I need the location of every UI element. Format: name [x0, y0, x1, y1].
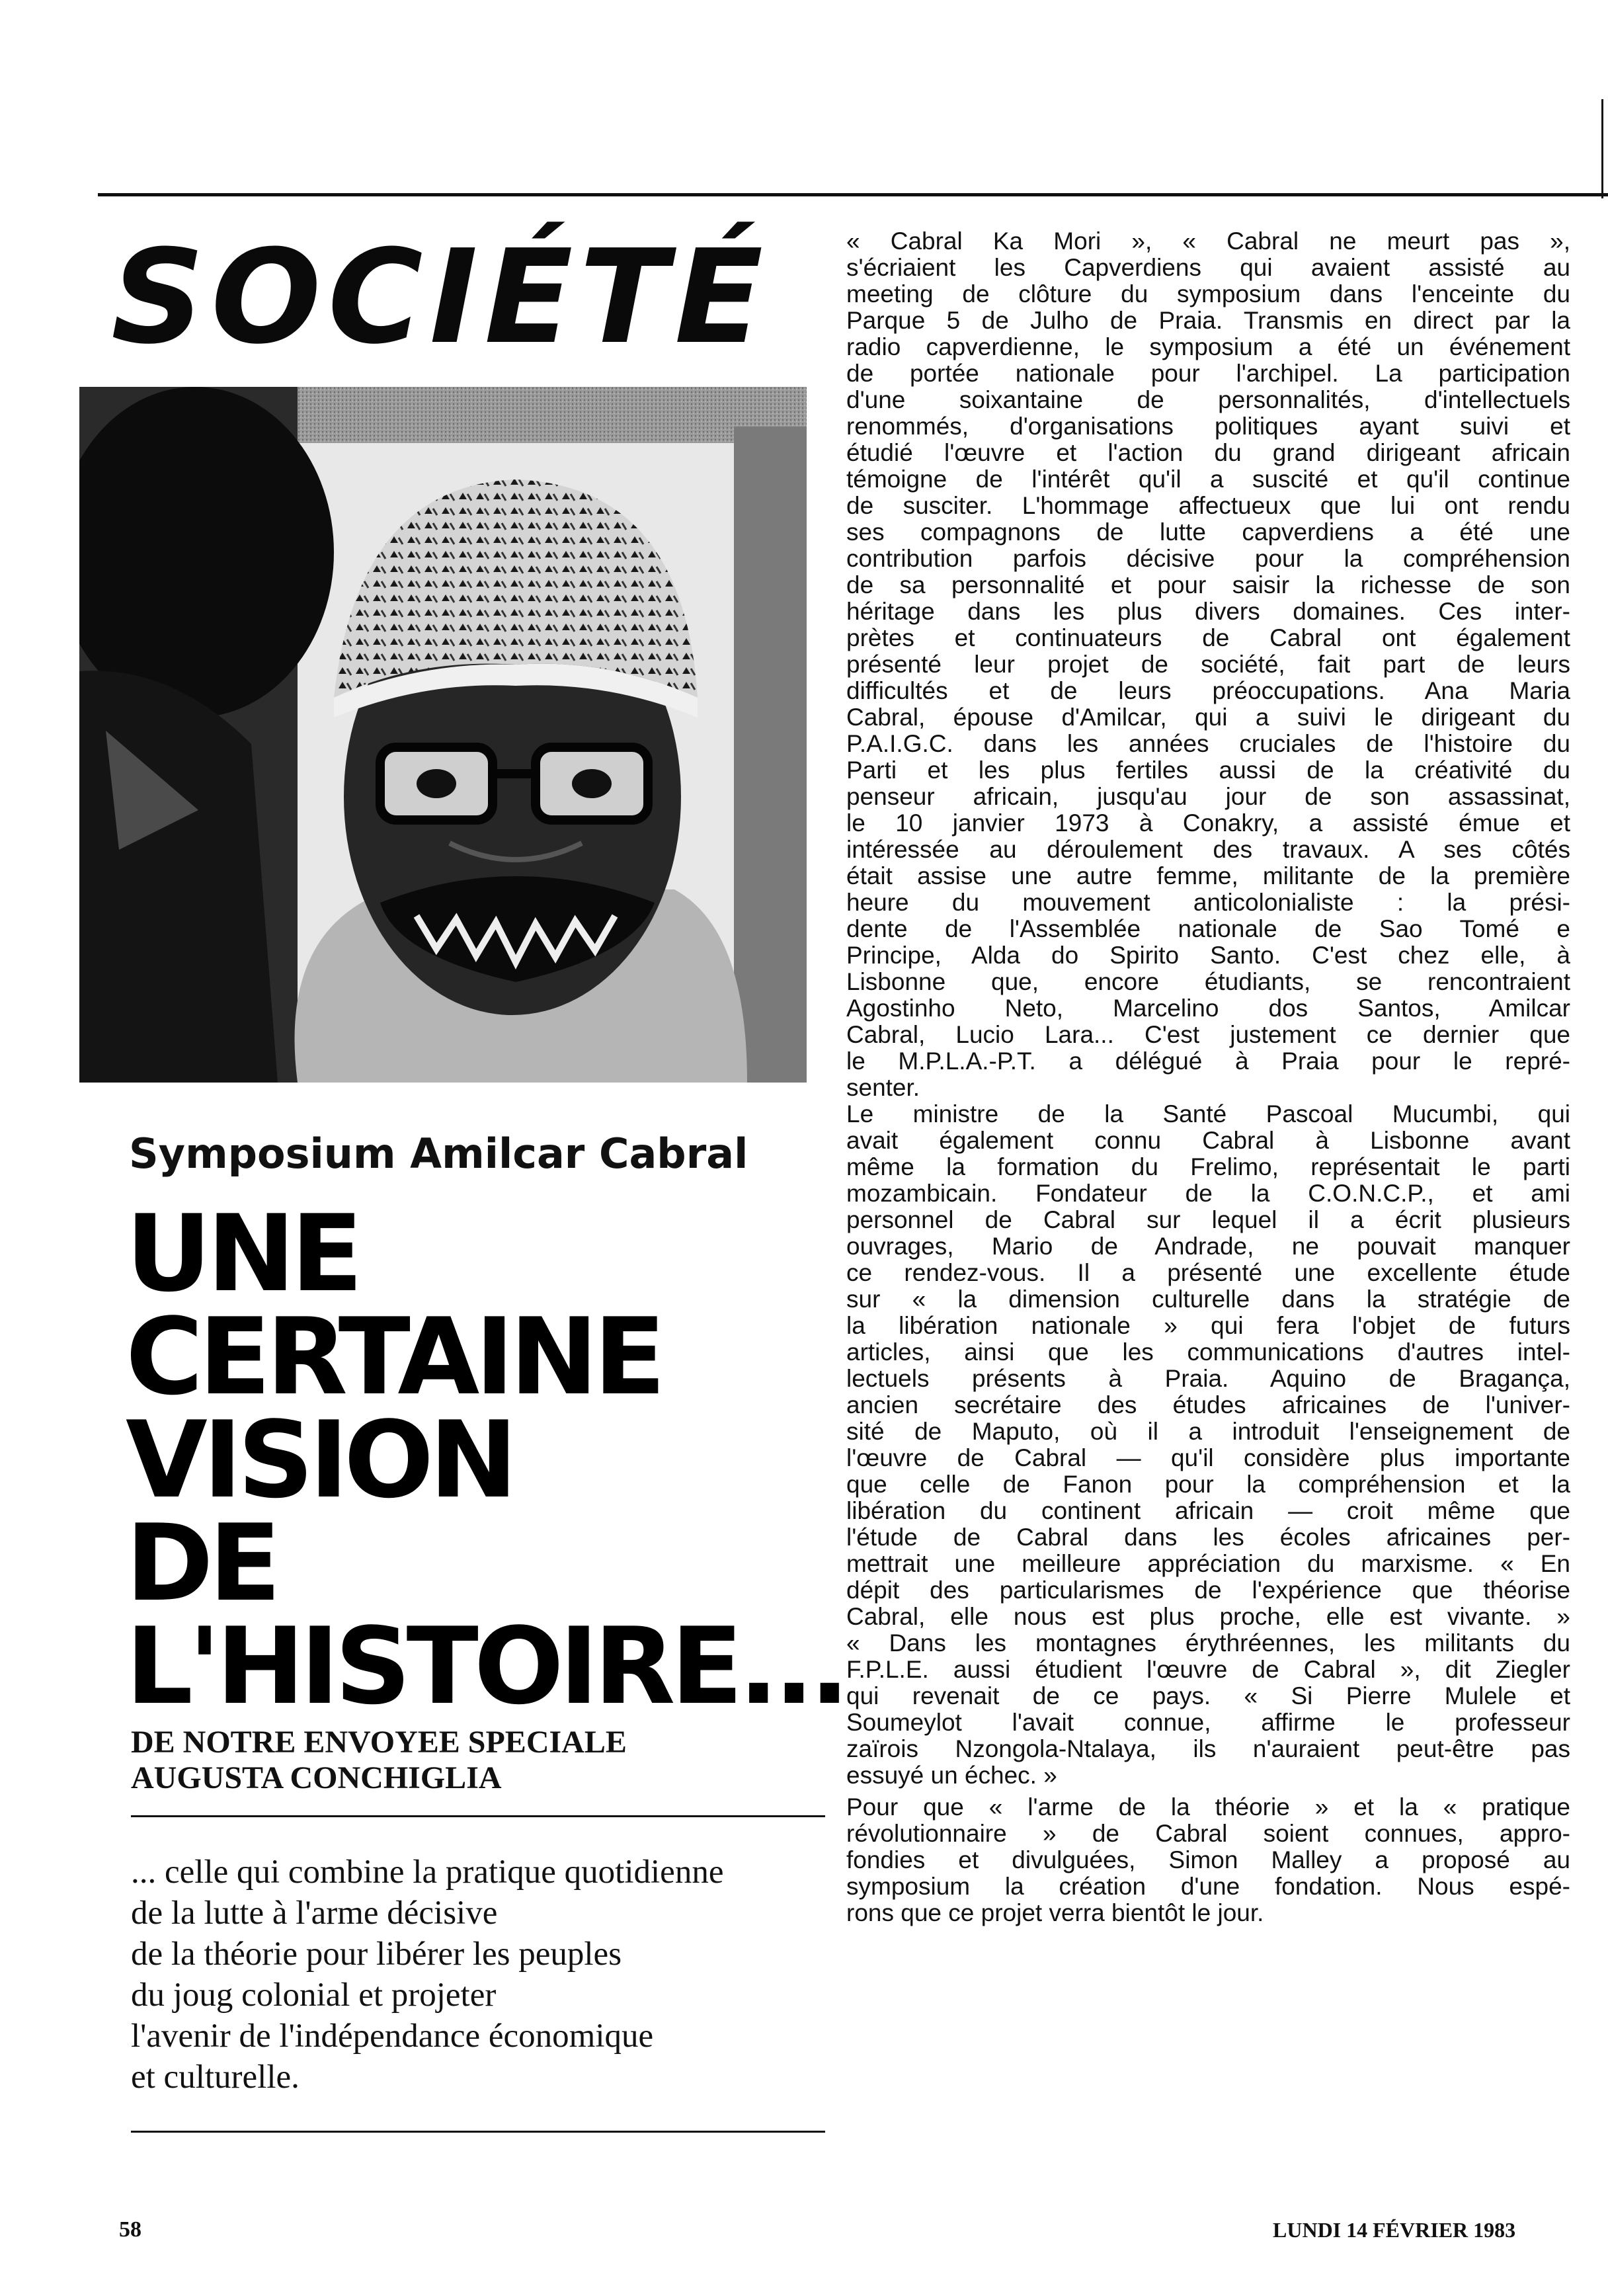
article-line: articles, ainsi que les communications d'autres intel-: [846, 1338, 1570, 1366]
article-paragraph: [846, 1101, 1570, 1789]
article-line: s'écriaient les Capverdiens qui avaient assisté au: [846, 254, 1570, 281]
article-line: ses compagnons de lutte capverdiens a été une: [846, 518, 1570, 546]
article-line: de susciter. L'hommage affectueux que lui ont rendu: [846, 492, 1570, 519]
article-line: sité de Maputo, où il a introduit l'enseignement de: [846, 1418, 1570, 1445]
article-line: la libération nationale » qui fera l'objet de futurs: [846, 1312, 1570, 1339]
article-line: difficultés et de leurs préoccupations. Ana Maria: [846, 677, 1570, 704]
article-line: prètes et continuateurs de Cabral ont également: [846, 624, 1570, 651]
article-line: lectuels présents à Praia. Aquino de Bragança,: [846, 1365, 1570, 1392]
standfirst-line: et culturelle.: [131, 2059, 300, 2096]
article-line: avait également connu Cabral à Lisbonne avant: [846, 1127, 1570, 1154]
article-line: Lisbonne que, encore étudiants, se rencontraient: [846, 968, 1570, 995]
article-line: Soumeylot l'avait connue, affirme le professeur: [846, 1709, 1570, 1736]
article-line: témoigne de l'intérêt qu'il a suscité et qu'il continue: [846, 466, 1570, 493]
article-line: Parque 5 de Julho de Praia. Transmis en direct par la: [846, 307, 1570, 334]
article-paragraph: [846, 228, 1570, 1101]
article-line: ouvrages, Mario de Andrade, ne pouvait manquer: [846, 1233, 1570, 1260]
article-line: contribution parfois décisive pour la compréhension: [846, 545, 1570, 572]
standfirst-line: ... celle qui combine la pratique quotidienne: [131, 1854, 724, 1891]
article-line: Parti et les plus fertiles aussi de la créativité du: [846, 757, 1570, 784]
standfirst: [131, 1852, 832, 2098]
divider-rule: [131, 1815, 825, 1817]
article-line: libération du continent africain — croit même que: [846, 1497, 1570, 1524]
article-line: intéressée au déroulement des travaux. A ses côtés: [846, 836, 1570, 863]
page-edge-mark: [1601, 99, 1603, 198]
article-line: heure du mouvement anticolonialiste : la prési-: [846, 889, 1570, 916]
article-line: symposium la création d'une fondation. Nous espé-: [846, 1873, 1570, 1900]
article-line: dépit des particularismes de l'expérience que théorise: [846, 1577, 1570, 1604]
article-line: de portée nationale pour l'archipel. La participation: [846, 360, 1570, 387]
article-body: [846, 228, 1570, 1926]
headline-line: CERTAINE: [126, 1295, 662, 1418]
byline: [131, 1725, 799, 1796]
article-line: révolutionnaire » de Cabral soient connues, appro-: [846, 1820, 1570, 1847]
article-line: mozambicain. Fondateur de la C.O.N.C.P., et ami: [846, 1180, 1570, 1207]
article-line: F.P.L.E. aussi étudient l'œuvre de Cabral », dit Ziegler: [846, 1656, 1570, 1683]
article-line: senter.: [846, 1074, 920, 1101]
article-line: Cabral, Lucio Lara... C'est justement ce dernier que: [846, 1021, 1570, 1048]
article-line: qui revenait de ce pays. « Si Pierre Mulele et: [846, 1682, 1570, 1709]
article-line: d'une soixantaine de personnalités, d'intellectuels: [846, 386, 1570, 413]
article-line: mettrait une meilleure appréciation du marxisme. « En: [846, 1550, 1570, 1577]
headline-line: UNE: [126, 1192, 359, 1315]
page-number: 58: [119, 2217, 141, 2242]
headline-line: L'HISTOIRE...: [126, 1604, 846, 1728]
byline-author: AUGUSTA CONCHIGLIA: [131, 1760, 502, 1795]
article-line: même la formation du Frelimo, représentait le parti: [846, 1153, 1570, 1180]
article-line: l'étude de Cabral dans les écoles africaines per-: [846, 1524, 1570, 1551]
article-line: l'œuvre de Cabral — qu'il considère plus importante: [846, 1444, 1570, 1471]
divider-rule: [131, 2131, 825, 2133]
byline-line: DE NOTRE ENVOYEE SPECIALE: [131, 1725, 627, 1760]
kicker: Symposium Amilcar Cabral: [129, 1129, 748, 1178]
article-line: le 10 janvier 1973 à Conakry, a assisté émue et: [846, 809, 1570, 837]
issue-date: LUNDI 14 FÉVRIER 1983: [1273, 2218, 1516, 2242]
top-rule: [98, 193, 1608, 196]
article-line: meeting de clôture du symposium dans l'enceinte du: [846, 280, 1570, 308]
article-line: Cabral, épouse d'Amilcar, qui a suivi le dirigeant du: [846, 704, 1570, 731]
article-line: héritage dans les plus divers domaines. Ces inter-: [846, 598, 1570, 625]
standfirst-line: l'avenir de l'indépendance économique: [131, 2018, 654, 2055]
article-line: le M.P.L.A.-P.T. a délégué à Praia pour le repré-: [846, 1047, 1570, 1075]
article-line: que celle de Fanon pour la compréhension et la: [846, 1471, 1570, 1498]
article-line: Principe, Alda do Spirito Santo. C'est chez elle, à: [846, 942, 1570, 969]
headline-line: DE: [126, 1501, 277, 1625]
article-line: présenté leur projet de société, fait part de leurs: [846, 651, 1570, 678]
article-paragraph: [846, 1794, 1570, 1926]
article-line: P.A.I.G.C. dans les années cruciales de l'histoire du: [846, 730, 1570, 757]
portrait-photo: [79, 387, 807, 1083]
article-line: ancien secrétaire des études africaines de l'univer-: [846, 1391, 1570, 1418]
article-line: ce rendez-vous. Il a présenté une excellente étude: [846, 1259, 1570, 1286]
article-line: était assise une autre femme, militante de la première: [846, 862, 1570, 889]
article-line: essuyé un échec. »: [846, 1762, 1057, 1789]
section-title: SOCIÉTÉ: [111, 222, 770, 373]
article-line: renommés, d'organisations politiques ayant suivi et: [846, 413, 1570, 440]
article-line: radio capverdienne, le symposium a été un événement: [846, 333, 1570, 360]
article-line: Cabral, elle nous est plus proche, elle est vivante. »: [846, 1603, 1570, 1630]
article-line: Pour que « l'arme de la théorie » et la « pratique: [846, 1793, 1570, 1821]
headline: [126, 1192, 846, 1728]
article-line: sur « la dimension culturelle dans la stratégie de: [846, 1286, 1570, 1313]
article-line: penseur africain, jusqu'au jour de son assassinat,: [846, 783, 1570, 810]
article-line: dente de l'Assemblée nationale de Sao Tomé e: [846, 915, 1570, 942]
article-line: rons que ce projet verra bientôt le jour.: [846, 1899, 1264, 1926]
standfirst-line: de la théorie pour libérer les peuples: [131, 1936, 622, 1973]
article-line: de sa personnalité et pour saisir la richesse de son: [846, 571, 1570, 598]
article-line: étudié l'œuvre et l'action du grand dirigeant africain: [846, 439, 1570, 466]
article-line: Le ministre de la Santé Pascoal Mucumbi, qui: [846, 1100, 1570, 1128]
headline-line: VISION: [126, 1398, 514, 1522]
article-line: zaïrois Nzongola-Ntalaya, ils n'auraient peut-être pas: [846, 1735, 1570, 1762]
article-line: « Cabral Ka Mori », « Cabral ne meurt pas »,: [846, 227, 1570, 255]
article-line: Agostinho Neto, Marcelino dos Santos, Amilcar: [846, 995, 1570, 1022]
standfirst-line: de la lutte à l'arme décisive: [131, 1895, 498, 1932]
article-line: personnel de Cabral sur lequel il a écrit plusieurs: [846, 1206, 1570, 1233]
article-line: « Dans les montagnes érythréennes, les militants du: [846, 1629, 1570, 1657]
article-line: fondies et divulguées, Simon Malley a proposé au: [846, 1846, 1570, 1873]
standfirst-line: du joug colonial et projeter: [131, 1977, 497, 2014]
